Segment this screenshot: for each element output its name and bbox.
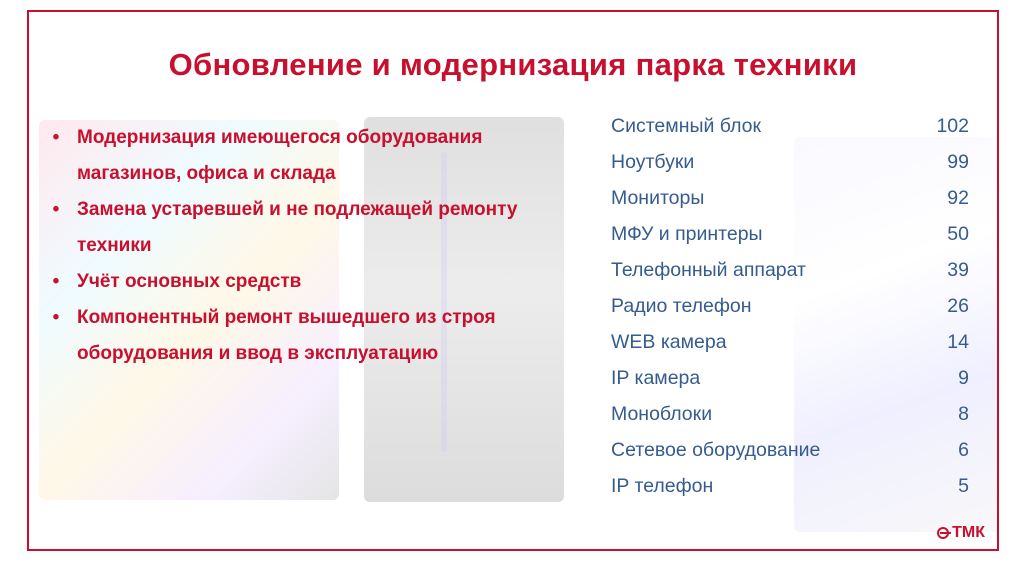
- equipment-name: Системный блок: [611, 115, 762, 137]
- tmk-logo: [937, 524, 985, 542]
- logo-text: ТМК: [952, 524, 985, 541]
- table-row: [611, 144, 971, 180]
- table-row: [611, 396, 971, 432]
- equipment-name: Моноблоки: [611, 403, 713, 425]
- equipment-count: 26: [947, 295, 969, 317]
- table-row: [611, 432, 971, 468]
- equipment-name: Ноутбуки: [611, 151, 695, 173]
- bullet-dot-icon: •: [52, 307, 60, 328]
- equipment-name: Сетевое оборудование: [611, 439, 821, 461]
- equipment-name: Мониторы: [611, 187, 705, 209]
- equipment-count: 14: [947, 331, 969, 353]
- equipment-table: [611, 108, 971, 504]
- bullet-text: Компонентный ремонт вышедшего из строя оборудования и ввод в эксплуатацию: [77, 307, 496, 364]
- bullet-dot-icon: •: [52, 127, 60, 148]
- bullet-item: [49, 192, 549, 264]
- equipment-count: 102: [936, 115, 969, 137]
- equipment-name: IP камера: [611, 367, 701, 389]
- table-row: [611, 288, 971, 324]
- table-row: [611, 180, 971, 216]
- equipment-name: WEB камера: [611, 331, 727, 353]
- equipment-name: МФУ и принтеры: [611, 223, 763, 245]
- slide-title: Обновление и модернизация парка техники: [168, 47, 858, 82]
- equipment-name: Радио телефон: [611, 295, 752, 317]
- bullet-item: [49, 120, 549, 192]
- bullet-dot-icon: •: [52, 199, 60, 220]
- equipment-count: 6: [958, 439, 969, 461]
- bullet-text: Модернизация имеющегося оборудования магазинов, офиса и склада: [77, 127, 483, 184]
- bullet-text: Замена устаревшей и не подлежащей ремонту техники: [77, 199, 518, 256]
- equipment-count: 99: [947, 151, 969, 173]
- equipment-count: 50: [947, 223, 969, 245]
- equipment-name: IP телефон: [611, 475, 714, 497]
- bullet-list: [49, 120, 549, 372]
- table-row: [611, 324, 971, 360]
- table-row: [611, 216, 971, 252]
- table-row: [611, 108, 971, 144]
- bullet-text: Учёт основных средств: [77, 271, 302, 292]
- equipment-count: 9: [958, 367, 969, 389]
- bullet-item: [49, 264, 549, 300]
- equipment-count: 92: [947, 187, 969, 209]
- bullet-item: [49, 300, 549, 372]
- table-row: [611, 360, 971, 396]
- equipment-name: Телефонный аппарат: [611, 259, 806, 281]
- tmk-logo-icon: [937, 527, 951, 539]
- bullet-dot-icon: •: [52, 271, 60, 292]
- table-row: [611, 468, 971, 504]
- equipment-count: 8: [958, 403, 969, 425]
- equipment-count: 5: [958, 475, 969, 497]
- slide-frame: [27, 10, 999, 551]
- table-row: [611, 252, 971, 288]
- equipment-count: 39: [947, 259, 969, 281]
